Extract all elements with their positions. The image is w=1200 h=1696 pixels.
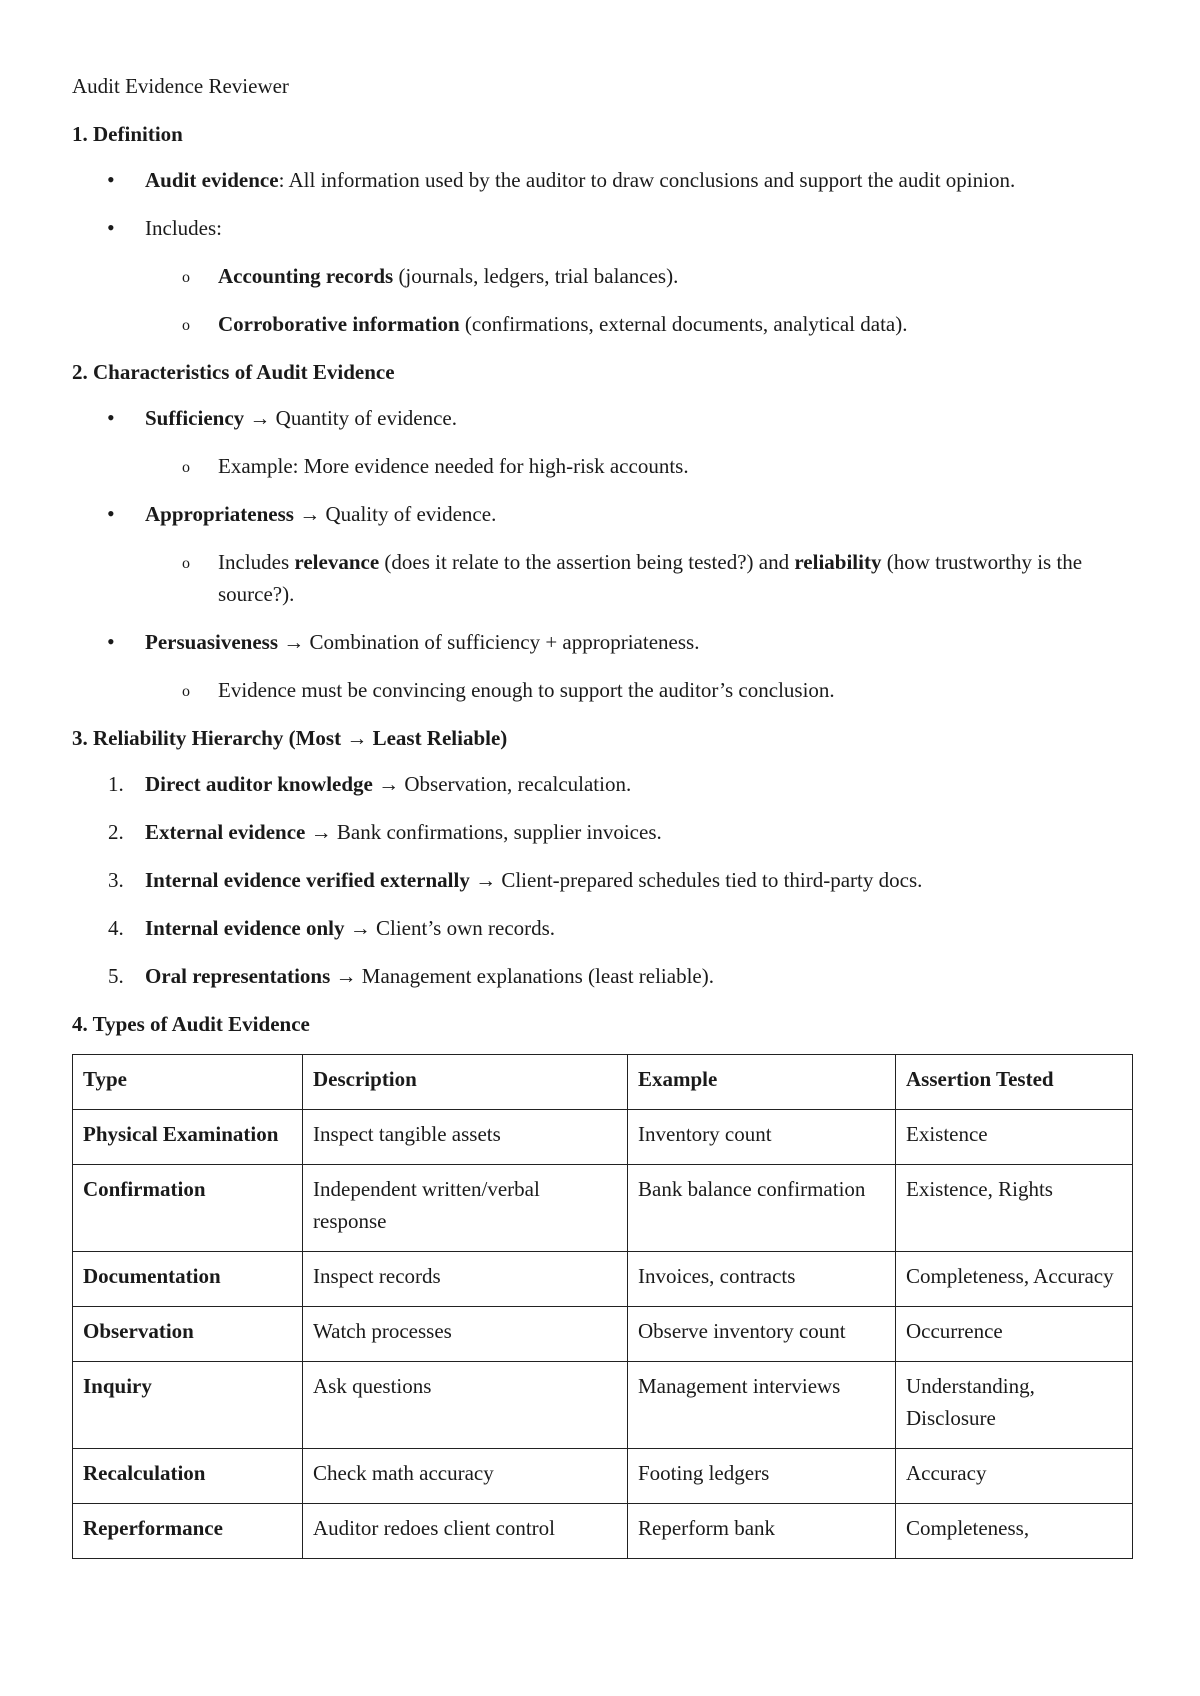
table-row [73,1362,1133,1449]
bullet-audit-evidence: • Audit evidence: All information used by the auditor to draw conclusions and support the audit opinion. [72,164,1132,196]
section-4-heading: 4. Types of Audit Evidence [72,1012,310,1036]
sub-persuasiveness-detail: o Evidence must be convincing enough to support the auditor’s conclusion. [72,674,1132,706]
table-header-cell: Description [303,1055,628,1110]
table-header-row [73,1055,1133,1110]
table-cell: Footing ledgers [628,1449,896,1504]
table-cell-type: Recalculation [73,1449,303,1504]
table-cell-type: Physical Examination [73,1110,303,1165]
sub-sufficiency-example: o Example: More evidence needed for high-risk accounts. [72,450,1132,482]
document-title: Audit Evidence Reviewer [72,74,289,98]
table-cell: Occurrence [896,1307,1133,1362]
table-cell: Ask questions [303,1362,628,1449]
hierarchy-item: 1. Direct auditor knowledge → Observation, recalculation. [108,772,632,796]
table-cell: Observe inventory count [628,1307,896,1362]
table-cell: Check math accuracy [303,1449,628,1504]
bullet-appropriateness: • Appropriateness → Quality of evidence. [72,498,1132,530]
table-cell: Existence [896,1110,1133,1165]
table-row [73,1165,1133,1252]
table-cell: Completeness, [896,1504,1133,1559]
hierarchy-item: 2. External evidence → Bank confirmations, supplier invoices. [108,820,662,844]
table-cell: Watch processes [303,1307,628,1362]
table-cell: Accuracy [896,1449,1133,1504]
table-cell: Inspect records [303,1252,628,1307]
sub-appropriateness-detail: o Includes relevance (does it relate to the assertion being tested?) and reliability (how trustworthy is the source?). [72,546,1132,610]
bullet-sufficiency: • Sufficiency → Quantity of evidence. [72,402,1132,434]
table-cell: Reperform bank [628,1504,896,1559]
table-cell-type: Documentation [73,1252,303,1307]
table-row [73,1449,1133,1504]
hierarchy-item: 4. Internal evidence only → Client’s own records. [108,916,556,940]
table-cell-type: Observation [73,1307,303,1362]
table-cell: Bank balance confirmation [628,1165,896,1252]
sub-corroborative-information: o Corroborative information (confirmations, external documents, analytical data). [72,308,1132,340]
table-cell: Auditor redoes client control [303,1504,628,1559]
table-cell: Invoices, contracts [628,1252,896,1307]
hierarchy-item: 3. Internal evidence verified externally → Client-prepared schedules tied to third-party docs. [108,868,923,892]
table-row [73,1504,1133,1559]
table-row [73,1110,1133,1165]
table-header-cell: Assertion Tested [896,1055,1133,1110]
table-cell: Inventory count [628,1110,896,1165]
sub-accounting-records: o Accounting records (journals, ledgers, trial balances). [72,260,1132,292]
table-cell: Completeness, Accuracy [896,1252,1133,1307]
table-cell-type: Confirmation [73,1165,303,1252]
bullet-persuasiveness: • Persuasiveness → Combination of sufficiency + appropriateness. [72,626,1132,658]
table-row [73,1307,1133,1362]
document-page [72,70,1132,1559]
section-3-heading: 3. Reliability Hierarchy (Most → Least Reliable) [72,726,508,750]
hierarchy-item: 5. Oral representations → Management explanations (least reliable). [108,964,714,988]
section-1-heading: 1. Definition [72,122,183,146]
table-cell: Independent written/verbal response [303,1165,628,1252]
table-header-cell: Type [73,1055,303,1110]
table-row [73,1252,1133,1307]
table-header-cell: Example [628,1055,896,1110]
table-cell-type: Reperformance [73,1504,303,1559]
bullet-includes: • Includes: [72,212,1132,244]
section-2-heading: 2. Characteristics of Audit Evidence [72,360,395,384]
evidence-types-table [72,1054,1133,1559]
table-cell-type: Inquiry [73,1362,303,1449]
table-cell: Existence, Rights [896,1165,1133,1252]
table-cell: Understanding, Disclosure [896,1362,1133,1449]
table-cell: Inspect tangible assets [303,1110,628,1165]
table-cell: Management interviews [628,1362,896,1449]
